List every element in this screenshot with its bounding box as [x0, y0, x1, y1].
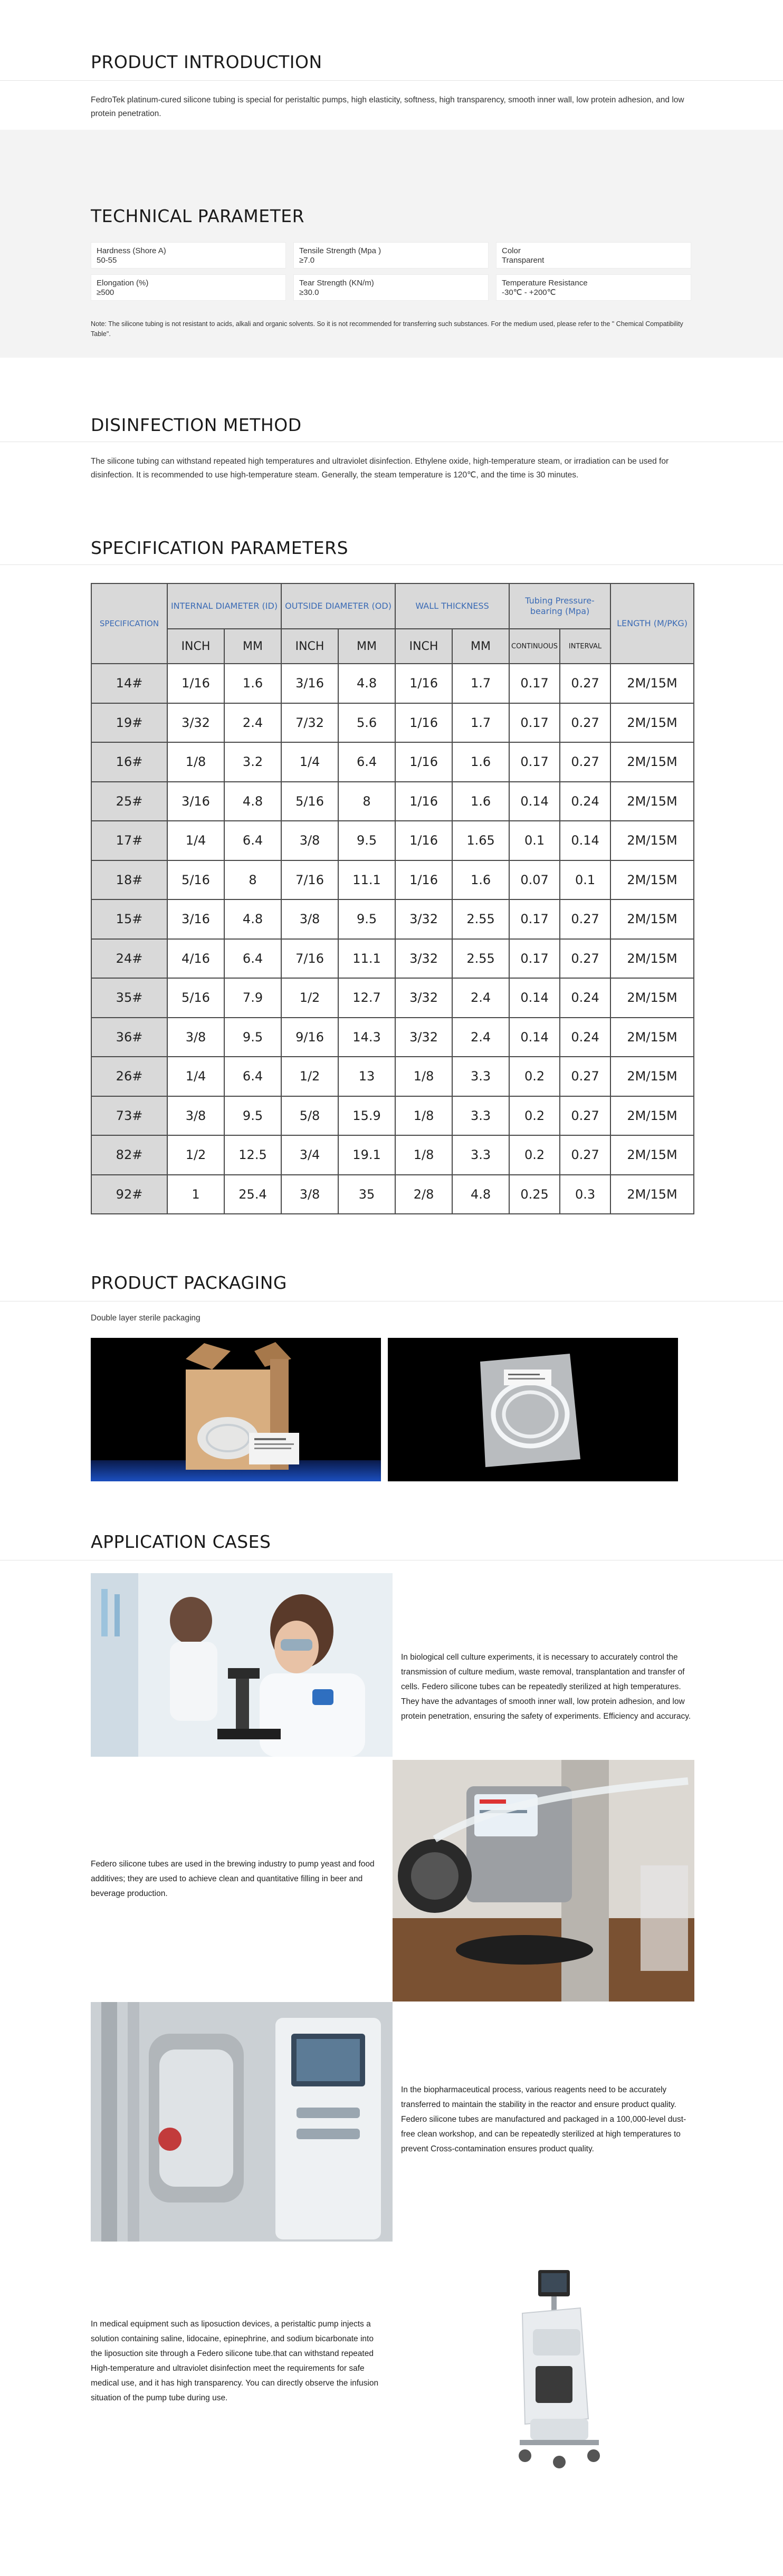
cell-id-mm: 4.8: [224, 782, 281, 821]
header-interval: INTERVAL: [560, 629, 610, 664]
cell-pressure-interval: 0.27: [560, 939, 610, 979]
intro-section: [91, 52, 692, 72]
cell-id-mm: 4.8: [224, 899, 281, 939]
cell-pressure-continuous: 0.2: [509, 1057, 560, 1096]
cell-length: 2M/15M: [610, 899, 694, 939]
cell-specification: 19#: [91, 703, 167, 743]
cell-length: 2M/15M: [610, 1096, 694, 1136]
cell-specification: 26#: [91, 1057, 167, 1096]
table-row: [91, 703, 694, 743]
cell-id-inch: 5/16: [167, 978, 224, 1018]
cell-pressure-interval: 0.27: [560, 1135, 610, 1175]
table-row: [91, 860, 694, 900]
cell-wall-inch: 3/32: [395, 978, 452, 1018]
cell-wall-mm: 4.8: [452, 1175, 509, 1214]
cell-specification: 35#: [91, 978, 167, 1018]
cell-wall-inch: 1/16: [395, 703, 452, 743]
cell-od-inch: 7/32: [281, 703, 338, 743]
table-row: [91, 782, 694, 821]
cell-length: 2M/15M: [610, 1175, 694, 1214]
cell-od-inch: 3/16: [281, 664, 338, 703]
header-internal-diameter: INTERNAL DIAMETER (ID): [167, 583, 281, 629]
param-elongation: [91, 274, 286, 301]
intro-paragraph-1: FedroTek platinum-cured silicone tubing is special for peristaltic pumps, high elasticity, softness, high transparency, smooth inner wall, low protein adhesion, and low protein penetration.: [91, 95, 684, 118]
cell-od-inch: 9/16: [281, 1018, 338, 1057]
cell-pressure-continuous: 0.07: [509, 860, 560, 900]
cell-od-inch: 3/8: [281, 899, 338, 939]
section-title: PRODUCT INTRODUCTION: [91, 52, 322, 72]
cell-length: 2M/15M: [610, 1018, 694, 1057]
cell-id-mm: 7.9: [224, 978, 281, 1018]
cell-pressure-continuous: 0.17: [509, 742, 560, 782]
cell-length: 2M/15M: [610, 1135, 694, 1175]
cell-pressure-continuous: 0.14: [509, 1018, 560, 1057]
cell-pressure-interval: 0.1: [560, 860, 610, 900]
cell-id-inch: 1/4: [167, 1057, 224, 1096]
cell-wall-mm: 2.55: [452, 899, 509, 939]
cell-pressure-continuous: 0.1: [509, 821, 560, 860]
section-title: PRODUCT PACKAGING: [91, 1272, 287, 1293]
cell-od-mm: 9.5: [338, 821, 395, 860]
cell-od-mm: 11.1: [338, 860, 395, 900]
cell-id-mm: 6.4: [224, 1057, 281, 1096]
cell-wall-inch: 1/16: [395, 664, 452, 703]
cell-wall-inch: 1/16: [395, 742, 452, 782]
cell-wall-mm: 3.3: [452, 1135, 509, 1175]
cell-wall-mm: 1.6: [452, 782, 509, 821]
cell-wall-mm: 1.65: [452, 821, 509, 860]
cell-wall-inch: 1/16: [395, 782, 452, 821]
section-title: SPECIFICATION PARAMETERS: [91, 538, 349, 558]
packaging-box-photo: [91, 1338, 381, 1481]
cell-pressure-interval: 0.24: [560, 978, 610, 1018]
spec-table: [91, 583, 694, 1214]
cell-specification: 73#: [91, 1096, 167, 1136]
case-text: Federo silicone tubes are used in the brewing industry to pump yeast and food additives; they are used to achieve clean and quantitative filling in beer and beverage production.: [91, 1860, 375, 1898]
param-label: Color: [502, 246, 521, 255]
cell-wall-inch: 1/16: [395, 860, 452, 900]
cell-id-mm: 1.6: [224, 664, 281, 703]
table-row: [91, 664, 694, 703]
cell-id-inch: 5/16: [167, 860, 224, 900]
divider: [0, 564, 783, 565]
cell-length: 2M/15M: [610, 1057, 694, 1096]
cell-od-mm: 5.6: [338, 703, 395, 743]
param-value: 50-55: [97, 256, 117, 265]
cell-id-inch: 1/8: [167, 742, 224, 782]
param-value: -30℃ - +200℃: [502, 288, 556, 297]
table-row: [91, 978, 694, 1018]
cell-pressure-interval: 0.24: [560, 1018, 610, 1057]
cell-length: 2M/15M: [610, 978, 694, 1018]
header-pressure: Tubing Pressure-bearing (Mpa): [509, 583, 610, 629]
cell-od-inch: 3/8: [281, 1175, 338, 1214]
cell-wall-mm: 2.55: [452, 939, 509, 979]
cell-pressure-continuous: 0.17: [509, 899, 560, 939]
table-row: [91, 1057, 694, 1096]
cell-pressure-continuous: 0.25: [509, 1175, 560, 1214]
case-text: In the biopharmaceutical process, various reagents need to be accurately transferred to maintain the stability in the reactor and ensure product quality. Federo silicone tubes are manufactured and packaged in a 100,000-level dust-free clean workshop, and can be repeatedly sterilized at high temperatures to prevent Cross-contamination ensures product quality.: [401, 2085, 686, 2153]
param-value: ≥30.0: [299, 288, 319, 297]
peristaltic-pump-photo: [393, 1760, 694, 2002]
cell-specification: 16#: [91, 742, 167, 782]
cell-wall-mm: 1.6: [452, 860, 509, 900]
cell-length: 2M/15M: [610, 703, 694, 743]
disinfection-text: The silicone tubing can withstand repeated high temperatures and ultraviolet disinfection. Ethylene oxide, high-temperature steam, or irradiation can be used for disinfection. It is recommended to use high-temperature steam. Generally, the steam temperature is 120℃, and the time is 30 minutes.: [91, 457, 669, 480]
param-color: [496, 242, 691, 269]
cell-od-inch: 3/4: [281, 1135, 338, 1175]
cell-id-mm: 2.4: [224, 703, 281, 743]
cell-wall-inch: 1/8: [395, 1135, 452, 1175]
cell-length: 2M/15M: [610, 821, 694, 860]
param-temperature: [496, 274, 691, 301]
cell-id-inch: 3/8: [167, 1018, 224, 1057]
cell-wall-mm: 1.7: [452, 703, 509, 743]
cell-od-mm: 11.1: [338, 939, 395, 979]
cell-pressure-continuous: 0.14: [509, 782, 560, 821]
cell-specification: 82#: [91, 1135, 167, 1175]
cell-id-inch: 3/8: [167, 1096, 224, 1136]
cell-od-mm: 35: [338, 1175, 395, 1214]
param-hardness: [91, 242, 286, 269]
packaging-bag-photo: [388, 1338, 678, 1481]
cell-id-mm: 9.5: [224, 1096, 281, 1136]
header-mm: MM: [224, 629, 281, 664]
cell-wall-mm: 2.4: [452, 978, 509, 1018]
cell-wall-mm: 1.6: [452, 742, 509, 782]
table-row: [91, 1096, 694, 1136]
param-tear: [293, 274, 489, 301]
cases-title-wrap: [91, 1531, 692, 1552]
cell-pressure-interval: 0.3: [560, 1175, 610, 1214]
table-row: [91, 1018, 694, 1057]
cell-od-inch: 7/16: [281, 860, 338, 900]
cell-pressure-continuous: 0.2: [509, 1096, 560, 1136]
cell-pressure-interval: 0.27: [560, 899, 610, 939]
liposuction-device-photo: [475, 2266, 633, 2479]
case-text: In biological cell culture experiments, it is necessary to accurately control the transmission of culture medium, waste removal, transplantation and transfer of cells. Federo silicone tubes can be repeatedly sterilized at high temperatures. They have the advantages of smooth inner wall, low protein adhesion, and low protein penetration, ensuring the safety of experiments. Efficiency and accuracy.: [401, 1653, 691, 1721]
cell-id-mm: 6.4: [224, 821, 281, 860]
tech-note: Note: The silicone tubing is not resistant to acids, alkali and organic solvents. So it is not recommended for transferring such substances. For the medium used, please refer to the " Chemical Compatibility Table".: [91, 320, 683, 338]
cell-specification: 14#: [91, 664, 167, 703]
cell-pressure-interval: 0.27: [560, 1096, 610, 1136]
table-row: [91, 821, 694, 860]
cell-od-inch: 3/8: [281, 821, 338, 860]
spec-title-wrap: [91, 538, 692, 558]
cell-pressure-continuous: 0.14: [509, 978, 560, 1018]
table-row: [91, 1175, 694, 1214]
disinfection-title-wrap: [91, 415, 692, 435]
tech-title-wrap: [91, 206, 692, 226]
cell-specification: 17#: [91, 821, 167, 860]
cell-od-inch: 5/8: [281, 1096, 338, 1136]
cell-od-mm: 8: [338, 782, 395, 821]
cell-pressure-continuous: 0.17: [509, 703, 560, 743]
header-inch: INCH: [167, 629, 224, 664]
cell-pressure-continuous: 0.17: [509, 939, 560, 979]
cell-specification: 36#: [91, 1018, 167, 1057]
header-specification: SPECIFICATION: [91, 583, 167, 664]
cell-wall-mm: 3.3: [452, 1057, 509, 1096]
param-label: Hardness (Shore A): [97, 246, 166, 255]
cell-length: 2M/15M: [610, 664, 694, 703]
cell-wall-inch: 1/8: [395, 1057, 452, 1096]
cell-id-inch: 1/4: [167, 821, 224, 860]
packaging-title-wrap: [91, 1272, 692, 1293]
header-continuous: CONTINUOUS: [509, 629, 560, 664]
cell-od-mm: 15.9: [338, 1096, 395, 1136]
section-title: TECHNICAL PARAMETER: [91, 206, 305, 226]
cell-pressure-interval: 0.27: [560, 742, 610, 782]
cell-specification: 18#: [91, 860, 167, 900]
header-inch: INCH: [395, 629, 452, 664]
cell-id-inch: 1/16: [167, 664, 224, 703]
header-wall-thickness: WALL THICKNESS: [395, 583, 509, 629]
cell-id-mm: 8: [224, 860, 281, 900]
cell-specification: 25#: [91, 782, 167, 821]
cell-od-inch: 7/16: [281, 939, 338, 979]
divider: [0, 80, 783, 81]
cell-wall-inch: 1/8: [395, 1096, 452, 1136]
cell-od-mm: 12.7: [338, 978, 395, 1018]
cell-id-inch: 4/16: [167, 939, 224, 979]
cell-od-inch: 1/2: [281, 1057, 338, 1096]
cell-od-mm: 19.1: [338, 1135, 395, 1175]
cell-length: 2M/15M: [610, 742, 694, 782]
packaging-caption: Double layer sterile packaging: [91, 1314, 200, 1323]
cell-wall-inch: 3/32: [395, 939, 452, 979]
cell-wall-mm: 1.7: [452, 664, 509, 703]
section-title: APPLICATION CASES: [91, 1531, 271, 1552]
cell-od-mm: 13: [338, 1057, 395, 1096]
param-tensile: [293, 242, 489, 269]
cell-od-mm: 6.4: [338, 742, 395, 782]
cell-od-mm: 9.5: [338, 899, 395, 939]
cell-id-inch: 3/16: [167, 782, 224, 821]
param-label: Temperature Resistance: [502, 279, 588, 288]
cell-pressure-interval: 0.27: [560, 1057, 610, 1096]
cell-id-mm: 9.5: [224, 1018, 281, 1057]
header-mm: MM: [338, 629, 395, 664]
cell-id-mm: 6.4: [224, 939, 281, 979]
cell-wall-inch: 3/32: [395, 1018, 452, 1057]
cell-id-mm: 25.4: [224, 1175, 281, 1214]
cell-id-inch: 3/32: [167, 703, 224, 743]
param-value: Transparent: [502, 256, 545, 265]
cell-wall-mm: 3.3: [452, 1096, 509, 1136]
lab-scientist-photo: [91, 1573, 393, 1757]
cell-pressure-interval: 0.24: [560, 782, 610, 821]
cell-id-mm: 3.2: [224, 742, 281, 782]
cell-od-inch: 1/4: [281, 742, 338, 782]
cell-pressure-interval: 0.27: [560, 703, 610, 743]
header-inch: INCH: [281, 629, 338, 664]
cell-specification: 15#: [91, 899, 167, 939]
cell-length: 2M/15M: [610, 939, 694, 979]
header-outside-diameter: OUTSIDE DIAMETER (OD): [281, 583, 395, 629]
cell-wall-inch: 3/32: [395, 899, 452, 939]
case-text: In medical equipment such as liposuction devices, a peristaltic pump injects a solution containing saline, lidocaine, epinephrine, and sodium bicarbonate into the liposuction site through a Federo silicone tube.that can withstand repeated High-temperature and ultraviolet disinfection meet the requirements for safe medical use, and it has high transparency. You can directly observe the infusion situation of the pump tube during use.: [91, 2320, 379, 2402]
header-mm: MM: [452, 629, 509, 664]
param-label: Tensile Strength (Mpa ): [299, 246, 381, 255]
cell-specification: 92#: [91, 1175, 167, 1214]
cell-wall-inch: 2/8: [395, 1175, 452, 1214]
cell-length: 2M/15M: [610, 860, 694, 900]
bioreactor-photo: [91, 2002, 393, 2242]
cell-id-inch: 1: [167, 1175, 224, 1214]
cell-id-mm: 12.5: [224, 1135, 281, 1175]
table-row: [91, 1135, 694, 1175]
cell-length: 2M/15M: [610, 782, 694, 821]
cell-od-mm: 4.8: [338, 664, 395, 703]
cell-wall-inch: 1/16: [395, 821, 452, 860]
cell-pressure-continuous: 0.2: [509, 1135, 560, 1175]
cell-pressure-interval: 0.14: [560, 821, 610, 860]
cell-od-inch: 5/16: [281, 782, 338, 821]
header-length: LENGTH (M/PKG): [610, 583, 694, 664]
cell-od-inch: 1/2: [281, 978, 338, 1018]
cell-specification: 24#: [91, 939, 167, 979]
cell-od-mm: 14.3: [338, 1018, 395, 1057]
cell-id-inch: 3/16: [167, 899, 224, 939]
table-row: [91, 899, 694, 939]
cell-wall-mm: 2.4: [452, 1018, 509, 1057]
param-value: ≥500: [97, 288, 114, 297]
param-value: ≥7.0: [299, 256, 315, 265]
table-row: [91, 742, 694, 782]
cell-id-inch: 1/2: [167, 1135, 224, 1175]
param-label: Tear Strength (KN/m): [299, 279, 374, 288]
section-title: DISINFECTION METHOD: [91, 415, 302, 435]
table-row: [91, 939, 694, 979]
cell-pressure-interval: 0.27: [560, 664, 610, 703]
param-label: Elongation (%): [97, 279, 149, 288]
cell-pressure-continuous: 0.17: [509, 664, 560, 703]
